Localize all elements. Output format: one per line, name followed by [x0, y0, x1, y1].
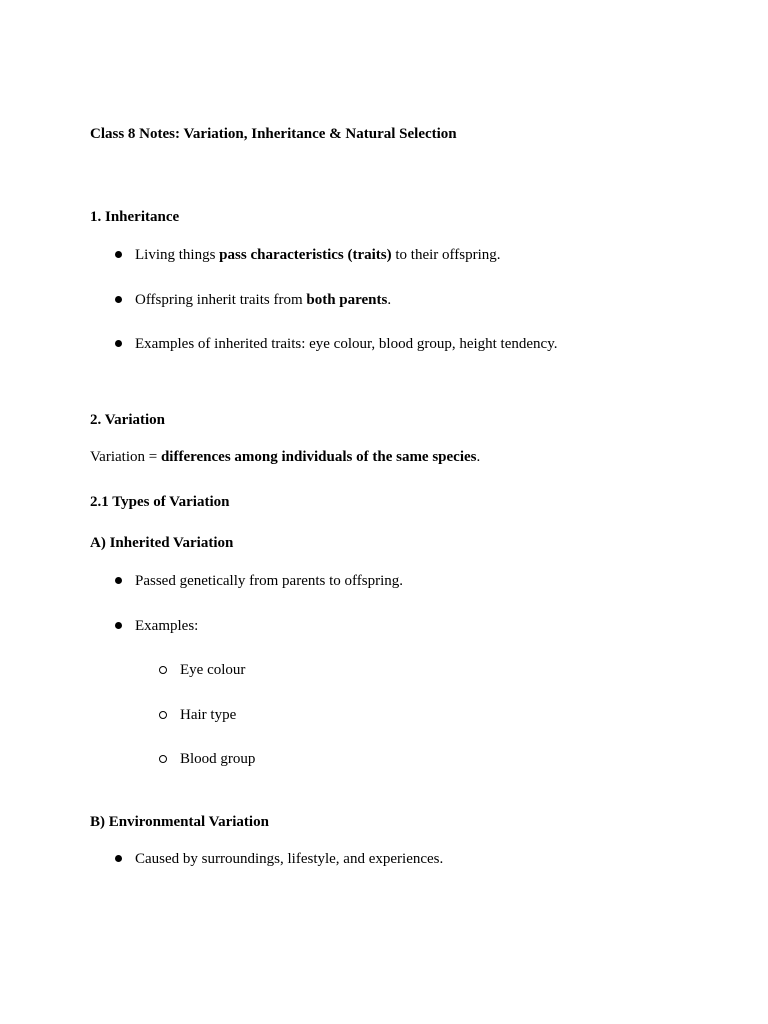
- text-run-bold: pass characteristics (traits): [219, 247, 392, 263]
- subsection-heading-environmental: B) Environmental Variation: [90, 814, 269, 830]
- doc-title: Class 8 Notes: Variation, Inheritance & Natural Selection: [90, 126, 457, 142]
- bullet-icon: [108, 290, 128, 310]
- list-item: [135, 290, 391, 310]
- sub-bullet-icon: [153, 705, 173, 725]
- text-run-bold: both parents: [306, 292, 388, 308]
- text-run: Offspring inherit traits from: [135, 292, 307, 308]
- text-run: Living things: [135, 247, 220, 263]
- list-item: Caused by surroundings, lifestyle, and experiences.: [135, 851, 444, 867]
- list-item: [135, 245, 501, 265]
- bullet-icon: [108, 571, 128, 591]
- text-run: Variation =: [90, 449, 161, 465]
- subsection-heading-types: 2.1 Types of Variation: [90, 494, 230, 510]
- bullet-icon: [108, 849, 128, 869]
- bullet-icon: [108, 616, 128, 636]
- sub-list-item: Eye colour: [180, 662, 246, 678]
- list-item: Passed genetically from parents to offspring.: [135, 573, 403, 589]
- section-heading-variation: 2. Variation: [90, 412, 166, 428]
- subsection-heading-inherited: A) Inherited Variation: [90, 535, 234, 551]
- sub-bullet-icon: [153, 749, 173, 769]
- sub-bullet-icon: [153, 660, 173, 680]
- variation-definition: [90, 447, 480, 467]
- text-run-bold: differences among individuals of the same species: [160, 449, 477, 465]
- section-heading-inheritance: 1. Inheritance: [90, 209, 180, 225]
- text-run: to their offspring.: [391, 247, 501, 263]
- sub-list-item: Blood group: [180, 751, 256, 767]
- text-run: .: [387, 292, 392, 308]
- list-item: Examples:: [135, 618, 199, 634]
- bullet-icon: [108, 334, 128, 354]
- sub-list-item: Hair type: [180, 707, 237, 723]
- text-run: .: [476, 449, 481, 465]
- bullet-icon: [108, 245, 128, 265]
- list-item: Examples of inherited traits: eye colour, blood group, height tendency.: [135, 336, 558, 352]
